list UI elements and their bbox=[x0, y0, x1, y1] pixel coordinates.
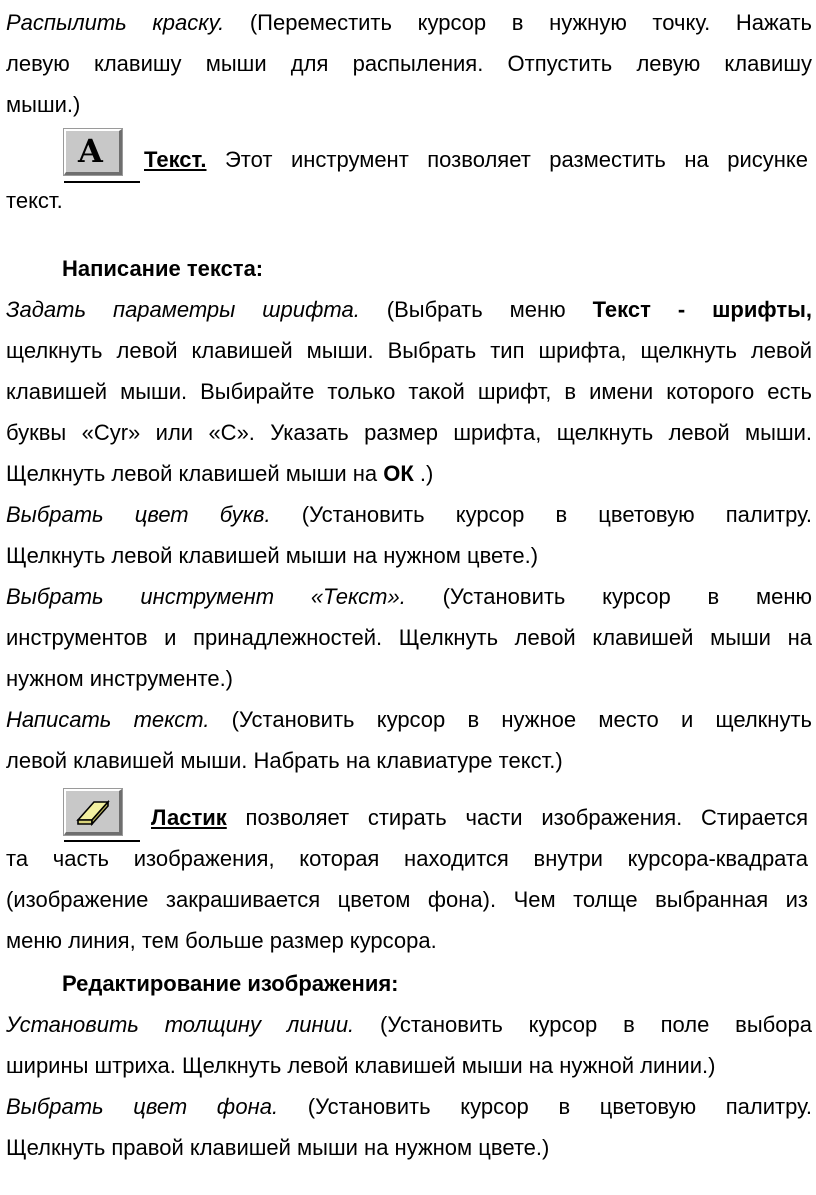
eraser-line-3: (изображение закрашивается цветом фона). Чем толще выбранная из bbox=[6, 887, 808, 912]
choose-text-tool-line-3: нужном инструменте.) bbox=[6, 666, 234, 691]
letter-color-paragraph bbox=[6, 494, 812, 576]
bg-color-line-1: Выбрать цвет фона. (Установить курсор в цветовую палитру. bbox=[6, 1094, 812, 1119]
bg-color-line-2: Щелкнуть правой клавишей мыши на нужном цвете.) bbox=[6, 1135, 550, 1160]
eraser-line-4: меню линия, тем больше размер курсора. bbox=[6, 928, 437, 953]
letter-color-line-2: Щелкнуть левой клавишей мыши на нужном цвете.) bbox=[6, 543, 539, 568]
letter-a-icon: A bbox=[78, 132, 103, 170]
eraser-tool-button bbox=[64, 789, 122, 835]
ok-label: ОК bbox=[383, 461, 414, 486]
line-width-paragraph bbox=[6, 1004, 812, 1086]
spray-paragraph bbox=[6, 2, 812, 125]
line-width-term: Установить толщину линии. bbox=[6, 1012, 355, 1037]
spray-line-2: левую клавишу мыши для распыления. Отпустить левую клавишу bbox=[6, 51, 812, 76]
choose-text-tool-line-2: инструментов и принадлежностей. Щелкнуть левой клавишей мыши на bbox=[6, 625, 812, 650]
text-tool-underline bbox=[64, 181, 140, 183]
eraser-line-2: та часть изображения, которая находится внутри курсора-квадрата bbox=[6, 846, 808, 871]
write-text-term: Написать текст. bbox=[6, 707, 210, 732]
font-params-line-3: клавишей мыши. Выбирайте только такой шрифт, в имени которого есть bbox=[6, 379, 812, 404]
spray-line-1: Распылить краску. (Переместить курсор в нужную точку. Нажать bbox=[6, 10, 813, 35]
font-params-line-4: буквы «Cyr» или «С». Указать размер шрифта, щелкнуть левой мыши. bbox=[6, 420, 812, 445]
letter-color-term: Выбрать цвет букв. bbox=[6, 502, 271, 527]
writing-heading: Написание текста: bbox=[62, 256, 264, 281]
eraser-line-1: Ластик позволяет стирать части изображения. Стирается bbox=[151, 805, 808, 830]
bg-color-paragraph bbox=[6, 1086, 812, 1168]
line-width-line-1: Установить толщину линии. (Установить курсор в поле выбора bbox=[6, 1012, 812, 1037]
eraser-icon bbox=[68, 792, 118, 830]
letter-color-line-1: Выбрать цвет букв. (Установить курсор в цветовую палитру. bbox=[6, 502, 812, 527]
text-tool-name: Текст. bbox=[144, 147, 207, 172]
font-params-line-2: щелкнуть левой клавишей мыши. Выбрать тип шрифта, щелкнуть левой bbox=[6, 338, 812, 363]
text-tool-line-1: Текст. Этот инструмент позволяет разместить на рисунке bbox=[144, 147, 808, 172]
write-text-paragraph bbox=[6, 699, 812, 781]
font-params-term: Задать параметры шрифта. bbox=[6, 297, 360, 322]
choose-text-tool-line-1: Выбрать инструмент «Текст». (Установить курсор в меню bbox=[6, 584, 812, 609]
choose-text-tool-term: Выбрать инструмент «Текст». bbox=[6, 584, 406, 609]
write-text-line-1: Написать текст. (Установить курсор в нужное место и щелкнуть bbox=[6, 707, 812, 732]
font-menu-label: Текст - шрифты, bbox=[592, 297, 813, 322]
font-params-line-5: Щелкнуть левой клавишей мыши на ОК .) bbox=[6, 461, 434, 486]
editing-heading: Редактирование изображения: bbox=[62, 971, 399, 996]
bg-color-term: Выбрать цвет фона. bbox=[6, 1094, 279, 1119]
line-width-line-2: ширины штриха. Щелкнуть левой клавишей мыши на нужной линии.) bbox=[6, 1053, 716, 1078]
font-params-paragraph bbox=[6, 289, 812, 494]
text-tool-block bbox=[6, 125, 812, 248]
font-params-line-1: Задать параметры шрифта. (Выбрать меню Текст - шрифты, bbox=[6, 297, 813, 322]
write-text-line-2: левой клавишей мыши. Набрать на клавиатуре текст.) bbox=[6, 748, 563, 773]
text-tool-button bbox=[64, 129, 122, 175]
spray-line-3: мыши.) bbox=[6, 92, 81, 117]
eraser-tool-block bbox=[6, 781, 812, 959]
choose-text-tool-paragraph bbox=[6, 576, 812, 699]
spray-term: Распылить краску. bbox=[6, 10, 225, 35]
eraser-tool-name: Ластик bbox=[151, 805, 227, 830]
text-tool-line-2: текст. bbox=[6, 188, 63, 213]
